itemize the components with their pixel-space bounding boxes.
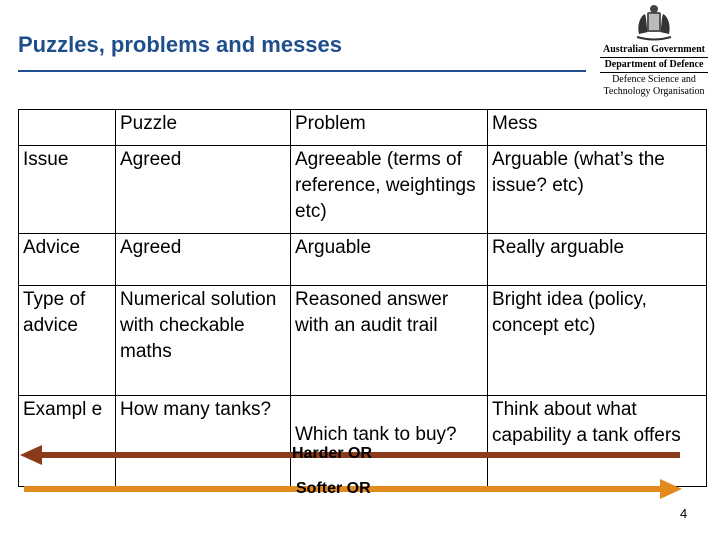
cell-problem: Reasoned answer with an audit trail [291, 286, 488, 396]
cell-mess: Bright idea (policy, concept etc) [488, 286, 707, 396]
comparison-table [18, 109, 707, 487]
cell-problem: Agreeable (terms of reference, weightings etc) [291, 146, 488, 234]
title-underline [18, 70, 586, 72]
logo-line-3: Defence Science and [612, 74, 696, 85]
header-problem: Problem [291, 110, 488, 146]
page-number: 4 [680, 506, 688, 521]
slide-title: Puzzles, problems and messes [18, 32, 343, 57]
logo-line-4: Technology Organisation [603, 86, 705, 97]
coat-of-arms-icon [631, 4, 677, 44]
logo-rule [600, 72, 708, 73]
table-row [19, 234, 707, 286]
header-mess: Mess [488, 110, 707, 146]
row-label: Advice [19, 234, 116, 286]
cell-mess: Really arguable [488, 234, 707, 286]
row-label: Issue [19, 146, 116, 234]
cell-puzzle: How many tanks? [116, 396, 291, 487]
cell-mess: Arguable (what’s the issue? etc) [488, 146, 707, 234]
cell-mess: Think about what capability a tank offers [488, 396, 707, 487]
row-label: Exampl e [19, 396, 116, 487]
cell-puzzle: Agreed [116, 234, 291, 286]
cell-problem: Which tank to buy? [291, 396, 488, 487]
table-row [19, 286, 707, 396]
table-row [19, 146, 707, 234]
header-puzzle: Puzzle [116, 110, 291, 146]
logo-line-1: Australian Government [603, 44, 705, 55]
harder-label: Harder OR [292, 445, 373, 462]
table-header-row [19, 110, 707, 146]
harder-arrow-head [20, 445, 42, 465]
logo-line-2: Department of Defence [604, 59, 704, 70]
softer-arrow-head [660, 479, 682, 499]
softer-label: Softer OR [296, 480, 371, 497]
cell-puzzle: Agreed [116, 146, 291, 234]
government-logo [594, 4, 714, 102]
cell-puzzle: Numerical solution with checkable maths [116, 286, 291, 396]
logo-rule [600, 57, 708, 58]
header-cell-empty [19, 110, 116, 146]
cell-problem: Arguable [291, 234, 488, 286]
row-label: Type of advice [19, 286, 116, 396]
